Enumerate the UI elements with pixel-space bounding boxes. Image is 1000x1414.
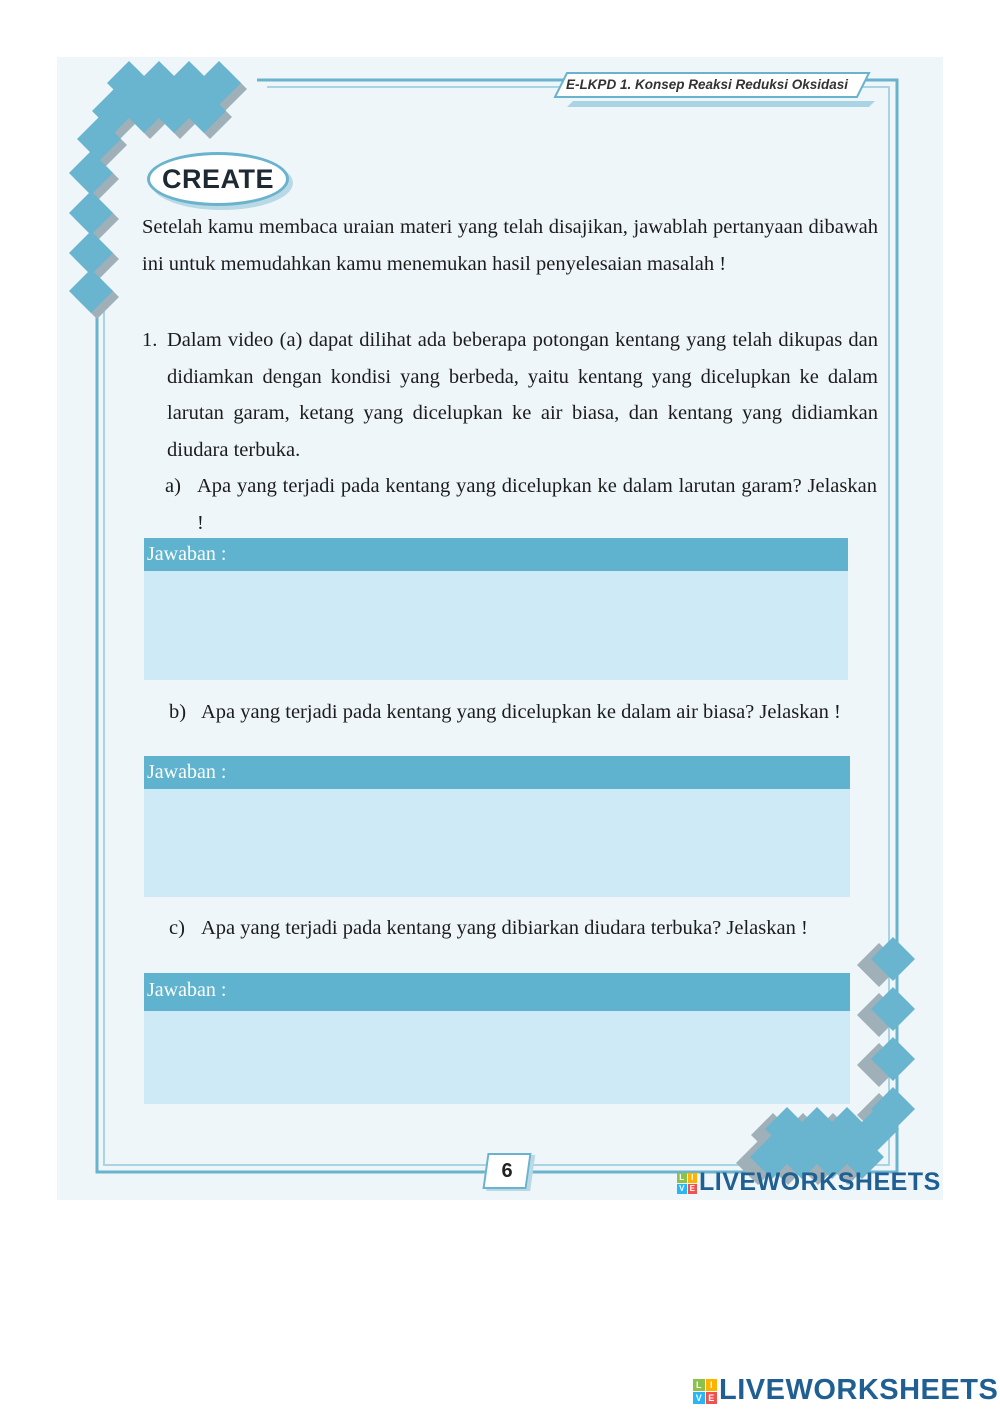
sub-question-label: c) [169, 917, 185, 939]
sub-question-text: Apa yang terjadi pada kentang yang dibiarkan diudara terbuka? Jelaskan ! [201, 917, 808, 939]
sub-question-b [169, 697, 867, 727]
question-1 [142, 322, 878, 468]
sub-question-a [165, 468, 877, 541]
module-title: E-LKPD 1. Konsep Reaksi Reduksi Oksidasi [565, 77, 849, 92]
intro-paragraph: Setelah kamu membaca uraian materi yang telah disajikan, jawablah pertanyaan dibawah ini untuk memudahkan kamu menemukan hasil penyelesaian masalah ! [142, 216, 878, 275]
page-number: 6 [501, 1160, 513, 1182]
sub-question-label: a) [165, 475, 181, 497]
liveworksheets-logo [677, 1168, 941, 1197]
sub-question-text: Apa yang terjadi pada kentang yang dicelupkan ke dalam larutan garam? Jelaskan ! [197, 475, 877, 534]
sub-question-label: b) [169, 701, 187, 723]
answer-box-b[interactable] [144, 756, 850, 897]
answer-box-c[interactable] [144, 973, 850, 1104]
answer-label: Jawaban : [144, 973, 850, 1011]
worksheet-page [57, 57, 943, 1200]
question-number: 1. [142, 329, 158, 351]
sub-question-text: Apa yang terjadi pada kentang yang dicelupkan ke dalam air biasa? Jelaskan ! [201, 701, 841, 723]
liveworksheets-wordmark: LIVEWORKSHEETS [699, 1168, 941, 1196]
answer-label: Jawaban : [144, 756, 850, 789]
answer-box-a[interactable] [144, 538, 848, 680]
question-text: Dalam video (a) dapat dilihat ada beberapa potongan kentang yang telah dikupas dan didiamkan dengan kondisi yang berbeda, yaitu kentang yang dicelupkan ke dalam larutan garam, ketang yang dicelupkan ke air biasa, dan kentang yang didiamkan diudara terbuka. [167, 329, 878, 461]
liveworksheets-wordmark: LIVEWORKSHEETS [719, 1374, 999, 1406]
page-number-badge [482, 1153, 531, 1189]
sub-question-c [169, 913, 867, 943]
liveworksheets-logo-icon: L I V E [693, 1379, 717, 1403]
liveworksheets-watermark [693, 1374, 998, 1407]
liveworksheets-logo-icon: L I V E [677, 1173, 697, 1193]
section-badge: CREATE [147, 152, 289, 206]
answer-label: Jawaban : [144, 538, 848, 571]
